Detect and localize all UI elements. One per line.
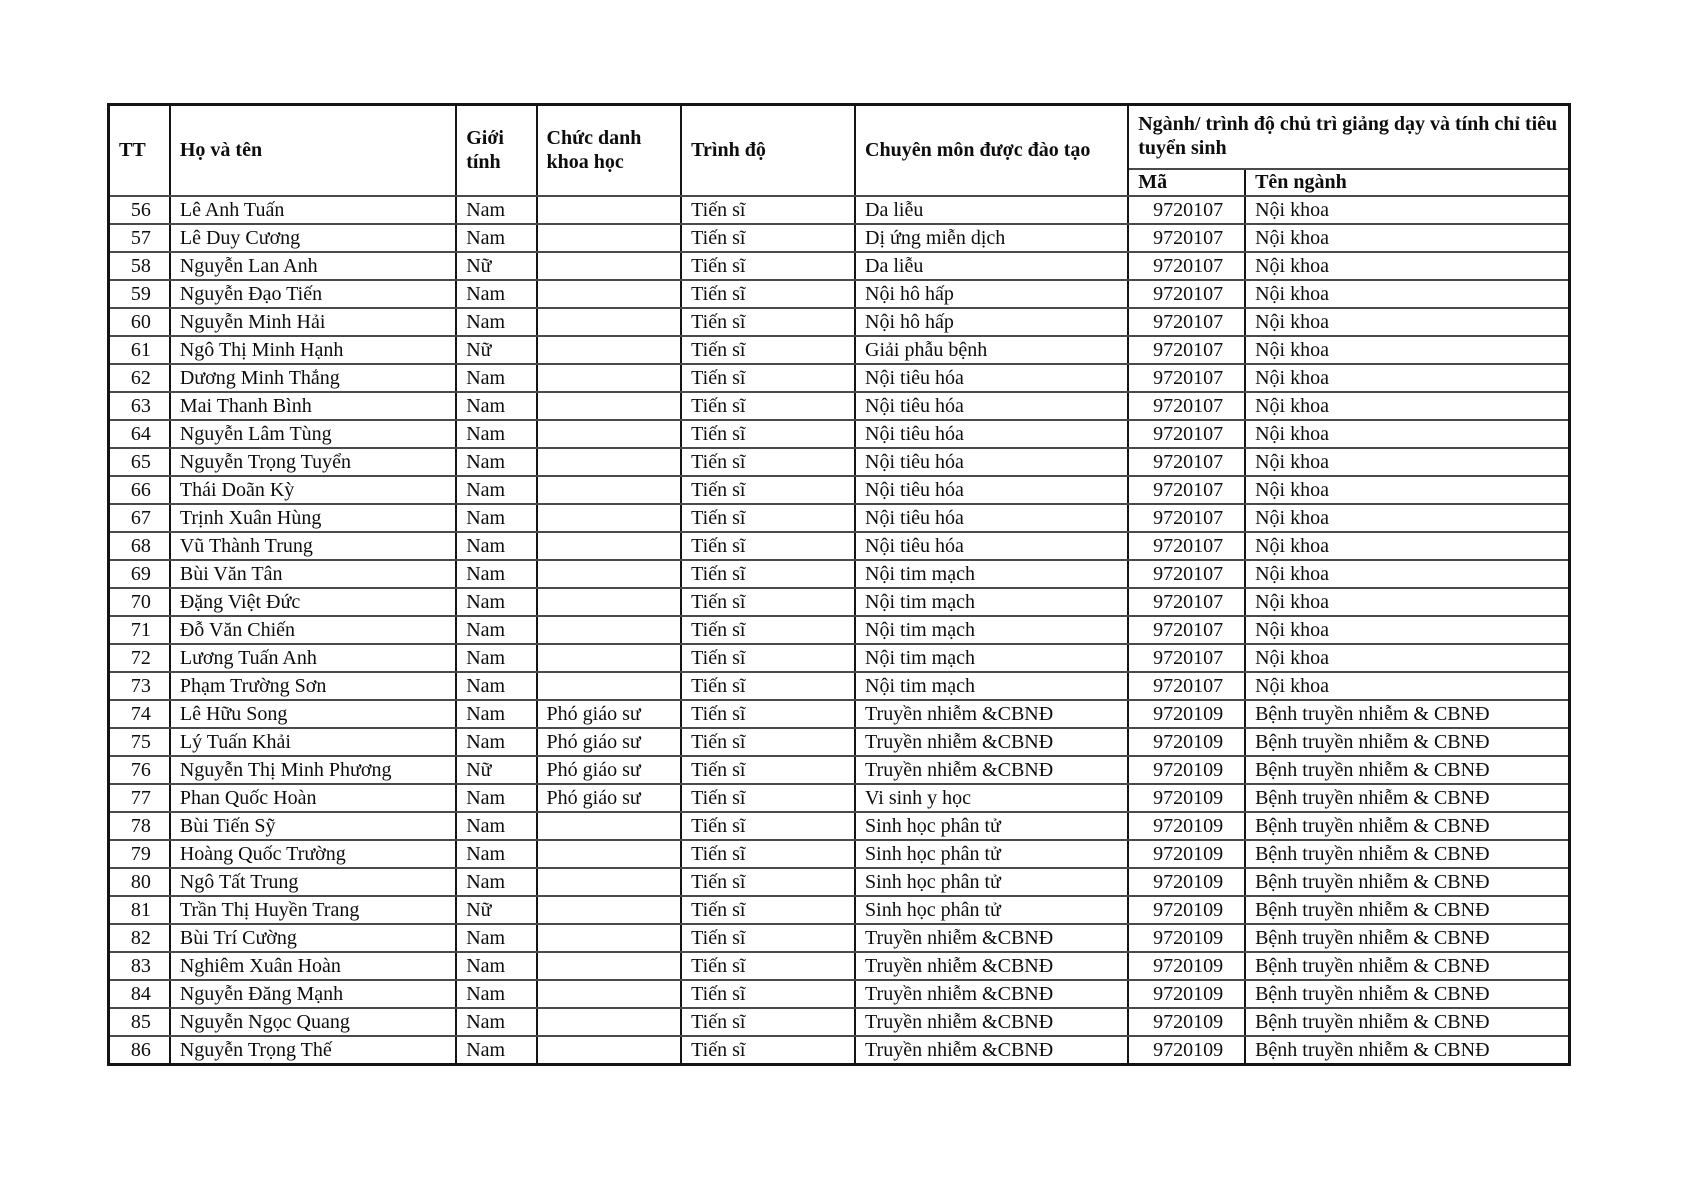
cell-academic-title [537, 644, 682, 672]
cell-name: Đỗ Văn Chiến [170, 616, 456, 644]
cell-tt: 80 [109, 868, 170, 896]
cell-specialty: Truyền nhiễm &CBNĐ [855, 700, 1128, 728]
cell-academic-title [537, 952, 682, 980]
cell-major-code: 9720109 [1128, 952, 1245, 980]
cell-specialty: Nội tim mạch [855, 644, 1128, 672]
cell-specialty: Nội tim mạch [855, 672, 1128, 700]
cell-name: Nguyễn Minh Hải [170, 308, 456, 336]
cell-specialty: Vi sinh y học [855, 784, 1128, 812]
cell-major-name: Nội khoa [1245, 196, 1569, 224]
cell-major-code: 9720107 [1128, 364, 1245, 392]
cell-academic-title [537, 588, 682, 616]
cell-gender: Nam [456, 784, 536, 812]
cell-major-name: Nội khoa [1245, 392, 1569, 420]
cell-tt: 67 [109, 504, 170, 532]
faculty-table [107, 103, 1571, 1066]
cell-specialty: Nội tiêu hóa [855, 420, 1128, 448]
cell-name: Nguyễn Lan Anh [170, 252, 456, 280]
cell-major-name: Nội khoa [1245, 224, 1569, 252]
table-row [109, 868, 1570, 896]
table-row [109, 476, 1570, 504]
cell-degree: Tiến sĩ [681, 840, 855, 868]
cell-name: Trần Thị Huyền Trang [170, 896, 456, 924]
header-cell-major-code: Mã [1128, 169, 1245, 196]
cell-major-code: 9720107 [1128, 532, 1245, 560]
table-row [109, 420, 1570, 448]
cell-major-name: Bệnh truyền nhiễm & CBNĐ [1245, 868, 1569, 896]
table-row [109, 1008, 1570, 1036]
cell-name: Lý Tuấn Khải [170, 728, 456, 756]
table-row [109, 532, 1570, 560]
cell-specialty: Nội tim mạch [855, 560, 1128, 588]
cell-major-code: 9720109 [1128, 1008, 1245, 1036]
cell-major-name: Bệnh truyền nhiễm & CBNĐ [1245, 812, 1569, 840]
cell-gender: Nữ [456, 756, 536, 784]
cell-tt: 84 [109, 980, 170, 1008]
cell-name: Phạm Trường Sơn [170, 672, 456, 700]
cell-tt: 66 [109, 476, 170, 504]
cell-major-name: Bệnh truyền nhiễm & CBNĐ [1245, 924, 1569, 952]
table-header [109, 105, 1570, 197]
cell-tt: 68 [109, 532, 170, 560]
table-row [109, 952, 1570, 980]
cell-gender: Nam [456, 532, 536, 560]
cell-specialty: Truyền nhiễm &CBNĐ [855, 728, 1128, 756]
cell-major-name: Bệnh truyền nhiễm & CBNĐ [1245, 700, 1569, 728]
cell-tt: 74 [109, 700, 170, 728]
cell-degree: Tiến sĩ [681, 1008, 855, 1036]
cell-specialty: Da liễu [855, 196, 1128, 224]
cell-major-code: 9720109 [1128, 896, 1245, 924]
cell-academic-title [537, 896, 682, 924]
cell-name: Nguyễn Lâm Tùng [170, 420, 456, 448]
cell-major-code: 9720109 [1128, 840, 1245, 868]
cell-academic-title [537, 924, 682, 952]
cell-degree: Tiến sĩ [681, 448, 855, 476]
cell-gender: Nam [456, 224, 536, 252]
cell-gender: Nam [456, 1036, 536, 1065]
cell-degree: Tiến sĩ [681, 224, 855, 252]
cell-degree: Tiến sĩ [681, 476, 855, 504]
cell-major-code: 9720107 [1128, 644, 1245, 672]
cell-tt: 77 [109, 784, 170, 812]
cell-academic-title [537, 616, 682, 644]
cell-specialty: Truyền nhiễm &CBNĐ [855, 924, 1128, 952]
cell-name: Nguyễn Trọng Thế [170, 1036, 456, 1065]
cell-degree: Tiến sĩ [681, 924, 855, 952]
cell-academic-title: Phó giáo sư [537, 784, 682, 812]
cell-gender: Nam [456, 952, 536, 980]
cell-name: Nguyễn Trọng Tuyển [170, 448, 456, 476]
table-row [109, 840, 1570, 868]
cell-academic-title [537, 812, 682, 840]
cell-academic-title [537, 840, 682, 868]
cell-specialty: Sinh học phân tử [855, 896, 1128, 924]
cell-name: Nghiêm Xuân Hoàn [170, 952, 456, 980]
cell-gender: Nam [456, 280, 536, 308]
table-row [109, 588, 1570, 616]
header-cell-major-name: Tên ngành [1245, 169, 1569, 196]
cell-major-name: Bệnh truyền nhiễm & CBNĐ [1245, 728, 1569, 756]
table-row [109, 896, 1570, 924]
cell-major-name: Nội khoa [1245, 616, 1569, 644]
cell-major-code: 9720109 [1128, 924, 1245, 952]
cell-gender: Nam [456, 392, 536, 420]
table-row [109, 560, 1570, 588]
cell-degree: Tiến sĩ [681, 364, 855, 392]
cell-major-code: 9720109 [1128, 700, 1245, 728]
cell-major-code: 9720107 [1128, 280, 1245, 308]
table-row [109, 224, 1570, 252]
cell-gender: Nam [456, 700, 536, 728]
cell-academic-title [537, 336, 682, 364]
cell-specialty: Truyền nhiễm &CBNĐ [855, 1008, 1128, 1036]
cell-specialty: Nội tiêu hóa [855, 504, 1128, 532]
cell-major-name: Bệnh truyền nhiễm & CBNĐ [1245, 1008, 1569, 1036]
cell-academic-title [537, 532, 682, 560]
cell-name: Nguyễn Ngọc Quang [170, 1008, 456, 1036]
cell-name: Lương Tuấn Anh [170, 644, 456, 672]
cell-degree: Tiến sĩ [681, 616, 855, 644]
cell-academic-title [537, 1008, 682, 1036]
cell-degree: Tiến sĩ [681, 504, 855, 532]
cell-major-name: Bệnh truyền nhiễm & CBNĐ [1245, 1036, 1569, 1065]
cell-academic-title [537, 308, 682, 336]
table-row [109, 700, 1570, 728]
cell-major-name: Nội khoa [1245, 364, 1569, 392]
table-row [109, 504, 1570, 532]
cell-specialty: Nội tim mạch [855, 588, 1128, 616]
cell-name: Nguyễn Đạo Tiến [170, 280, 456, 308]
cell-name: Phan Quốc Hoàn [170, 784, 456, 812]
cell-major-name: Bệnh truyền nhiễm & CBNĐ [1245, 784, 1569, 812]
cell-academic-title [537, 364, 682, 392]
cell-specialty: Nội tiêu hóa [855, 392, 1128, 420]
cell-tt: 82 [109, 924, 170, 952]
cell-major-name: Nội khoa [1245, 588, 1569, 616]
cell-name: Hoàng Quốc Trường [170, 840, 456, 868]
cell-major-name: Nội khoa [1245, 644, 1569, 672]
cell-tt: 76 [109, 756, 170, 784]
cell-major-name: Nội khoa [1245, 476, 1569, 504]
table-row [109, 728, 1570, 756]
cell-name: Lê Duy Cương [170, 224, 456, 252]
header-cell-gender: Giới tính [456, 105, 536, 197]
cell-gender: Nam [456, 616, 536, 644]
cell-tt: 85 [109, 1008, 170, 1036]
cell-major-code: 9720109 [1128, 784, 1245, 812]
faculty-table-container [107, 103, 1571, 1066]
table-header-row [109, 105, 1570, 170]
cell-tt: 83 [109, 952, 170, 980]
cell-gender: Nam [456, 560, 536, 588]
cell-academic-title [537, 1036, 682, 1065]
cell-major-code: 9720107 [1128, 504, 1245, 532]
cell-academic-title [537, 476, 682, 504]
cell-major-code: 9720107 [1128, 392, 1245, 420]
cell-name: Mai Thanh Bình [170, 392, 456, 420]
cell-gender: Nam [456, 1008, 536, 1036]
cell-major-code: 9720107 [1128, 448, 1245, 476]
cell-tt: 63 [109, 392, 170, 420]
cell-tt: 78 [109, 812, 170, 840]
table-row [109, 812, 1570, 840]
cell-major-name: Nội khoa [1245, 308, 1569, 336]
cell-specialty: Truyền nhiễm &CBNĐ [855, 980, 1128, 1008]
table-row [109, 392, 1570, 420]
cell-academic-title [537, 504, 682, 532]
cell-major-name: Bệnh truyền nhiễm & CBNĐ [1245, 896, 1569, 924]
cell-degree: Tiến sĩ [681, 756, 855, 784]
header-cell-tt: TT [109, 105, 170, 197]
cell-gender: Nam [456, 980, 536, 1008]
cell-tt: 58 [109, 252, 170, 280]
cell-name: Ngô Tất Trung [170, 868, 456, 896]
cell-major-name: Nội khoa [1245, 560, 1569, 588]
cell-degree: Tiến sĩ [681, 588, 855, 616]
table-row [109, 644, 1570, 672]
cell-degree: Tiến sĩ [681, 252, 855, 280]
cell-gender: Nam [456, 588, 536, 616]
cell-specialty: Truyền nhiễm &CBNĐ [855, 756, 1128, 784]
cell-tt: 59 [109, 280, 170, 308]
cell-gender: Nam [456, 420, 536, 448]
cell-major-code: 9720107 [1128, 252, 1245, 280]
cell-specialty: Nội tiêu hóa [855, 364, 1128, 392]
cell-name: Đặng Việt Đức [170, 588, 456, 616]
cell-tt: 71 [109, 616, 170, 644]
cell-major-code: 9720107 [1128, 616, 1245, 644]
cell-specialty: Sinh học phân tử [855, 868, 1128, 896]
cell-degree: Tiến sĩ [681, 700, 855, 728]
cell-major-name: Bệnh truyền nhiễm & CBNĐ [1245, 840, 1569, 868]
cell-tt: 75 [109, 728, 170, 756]
cell-gender: Nam [456, 924, 536, 952]
cell-major-name: Nội khoa [1245, 336, 1569, 364]
cell-name: Vũ Thành Trung [170, 532, 456, 560]
cell-tt: 73 [109, 672, 170, 700]
cell-gender: Nam [456, 644, 536, 672]
cell-major-code: 9720107 [1128, 672, 1245, 700]
header-cell-name: Họ và tên [170, 105, 456, 197]
cell-major-code: 9720109 [1128, 868, 1245, 896]
cell-major-code: 9720109 [1128, 980, 1245, 1008]
cell-specialty: Sinh học phân tử [855, 812, 1128, 840]
cell-major-name: Bệnh truyền nhiễm & CBNĐ [1245, 980, 1569, 1008]
cell-gender: Nam [456, 728, 536, 756]
cell-specialty: Truyền nhiễm &CBNĐ [855, 952, 1128, 980]
cell-degree: Tiến sĩ [681, 896, 855, 924]
cell-degree: Tiến sĩ [681, 336, 855, 364]
cell-gender: Nam [456, 840, 536, 868]
cell-degree: Tiến sĩ [681, 952, 855, 980]
cell-major-code: 9720107 [1128, 196, 1245, 224]
cell-name: Lê Anh Tuấn [170, 196, 456, 224]
header-cell-major-group: Ngành/ trình độ chủ trì giảng dạy và tính chỉ tiêu tuyển sinh [1128, 105, 1569, 170]
table-row [109, 616, 1570, 644]
cell-specialty: Nội tiêu hóa [855, 532, 1128, 560]
cell-degree: Tiến sĩ [681, 280, 855, 308]
table-row [109, 784, 1570, 812]
cell-specialty: Sinh học phân tử [855, 840, 1128, 868]
cell-name: Bùi Văn Tân [170, 560, 456, 588]
cell-academic-title [537, 560, 682, 588]
header-cell-academic-title: Chức danh khoa học [537, 105, 682, 197]
cell-academic-title [537, 252, 682, 280]
cell-tt: 69 [109, 560, 170, 588]
cell-tt: 86 [109, 1036, 170, 1065]
cell-tt: 64 [109, 420, 170, 448]
cell-degree: Tiến sĩ [681, 980, 855, 1008]
cell-name: Thái Doãn Kỳ [170, 476, 456, 504]
cell-gender: Nam [456, 308, 536, 336]
cell-degree: Tiến sĩ [681, 784, 855, 812]
cell-gender: Nữ [456, 252, 536, 280]
cell-gender: Nam [456, 196, 536, 224]
cell-gender: Nam [456, 476, 536, 504]
cell-major-code: 9720107 [1128, 560, 1245, 588]
cell-major-name: Nội khoa [1245, 448, 1569, 476]
cell-major-code: 9720107 [1128, 308, 1245, 336]
cell-tt: 61 [109, 336, 170, 364]
cell-academic-title [537, 280, 682, 308]
cell-major-name: Bệnh truyền nhiễm & CBNĐ [1245, 756, 1569, 784]
table-row [109, 924, 1570, 952]
cell-specialty: Giải phẫu bệnh [855, 336, 1128, 364]
cell-major-code: 9720107 [1128, 476, 1245, 504]
cell-degree: Tiến sĩ [681, 196, 855, 224]
cell-major-code: 9720109 [1128, 812, 1245, 840]
cell-major-name: Nội khoa [1245, 252, 1569, 280]
cell-tt: 56 [109, 196, 170, 224]
cell-tt: 81 [109, 896, 170, 924]
cell-academic-title: Phó giáo sư [537, 700, 682, 728]
cell-specialty: Nội tiêu hóa [855, 448, 1128, 476]
table-row [109, 364, 1570, 392]
cell-major-code: 9720107 [1128, 588, 1245, 616]
table-row [109, 336, 1570, 364]
header-cell-specialty: Chuyên môn được đào tạo [855, 105, 1128, 197]
cell-tt: 57 [109, 224, 170, 252]
cell-academic-title [537, 420, 682, 448]
table-row [109, 448, 1570, 476]
cell-academic-title [537, 392, 682, 420]
cell-academic-title [537, 196, 682, 224]
cell-gender: Nam [456, 364, 536, 392]
cell-academic-title [537, 672, 682, 700]
cell-gender: Nam [456, 868, 536, 896]
cell-gender: Nam [456, 504, 536, 532]
cell-tt: 70 [109, 588, 170, 616]
cell-major-name: Nội khoa [1245, 280, 1569, 308]
cell-specialty: Nội hô hấp [855, 280, 1128, 308]
cell-major-name: Nội khoa [1245, 504, 1569, 532]
cell-name: Nguyễn Thị Minh Phương [170, 756, 456, 784]
cell-gender: Nữ [456, 336, 536, 364]
cell-specialty: Da liễu [855, 252, 1128, 280]
cell-tt: 62 [109, 364, 170, 392]
cell-major-code: 9720109 [1128, 728, 1245, 756]
cell-major-code: 9720109 [1128, 1036, 1245, 1065]
cell-name: Bùi Tiến Sỹ [170, 812, 456, 840]
table-row [109, 980, 1570, 1008]
cell-gender: Nam [456, 672, 536, 700]
cell-gender: Nữ [456, 896, 536, 924]
cell-specialty: Nội hô hấp [855, 308, 1128, 336]
cell-gender: Nam [456, 812, 536, 840]
cell-academic-title [537, 224, 682, 252]
cell-degree: Tiến sĩ [681, 560, 855, 588]
cell-major-name: Bệnh truyền nhiễm & CBNĐ [1245, 952, 1569, 980]
cell-major-name: Nội khoa [1245, 532, 1569, 560]
cell-name: Dương Minh Thắng [170, 364, 456, 392]
cell-academic-title [537, 448, 682, 476]
table-row [109, 308, 1570, 336]
cell-specialty: Nội tim mạch [855, 616, 1128, 644]
cell-degree: Tiến sĩ [681, 420, 855, 448]
cell-academic-title: Phó giáo sư [537, 728, 682, 756]
cell-degree: Tiến sĩ [681, 392, 855, 420]
cell-degree: Tiến sĩ [681, 728, 855, 756]
cell-gender: Nam [456, 448, 536, 476]
cell-degree: Tiến sĩ [681, 868, 855, 896]
cell-academic-title: Phó giáo sư [537, 756, 682, 784]
cell-name: Nguyễn Đăng Mạnh [170, 980, 456, 1008]
table-row [109, 280, 1570, 308]
cell-major-code: 9720107 [1128, 420, 1245, 448]
cell-degree: Tiến sĩ [681, 644, 855, 672]
cell-degree: Tiến sĩ [681, 672, 855, 700]
cell-academic-title [537, 980, 682, 1008]
cell-name: Trịnh Xuân Hùng [170, 504, 456, 532]
cell-name: Lê Hữu Song [170, 700, 456, 728]
cell-specialty: Dị ứng miễn dịch [855, 224, 1128, 252]
cell-major-code: 9720107 [1128, 336, 1245, 364]
cell-major-code: 9720109 [1128, 756, 1245, 784]
cell-major-code: 9720107 [1128, 224, 1245, 252]
cell-degree: Tiến sĩ [681, 532, 855, 560]
table-row [109, 756, 1570, 784]
table-row [109, 252, 1570, 280]
cell-major-name: Nội khoa [1245, 420, 1569, 448]
table-row [109, 196, 1570, 224]
cell-specialty: Nội tiêu hóa [855, 476, 1128, 504]
cell-tt: 60 [109, 308, 170, 336]
cell-degree: Tiến sĩ [681, 812, 855, 840]
cell-tt: 65 [109, 448, 170, 476]
cell-name: Ngô Thị Minh Hạnh [170, 336, 456, 364]
header-cell-degree: Trình độ [681, 105, 855, 197]
table-body [109, 196, 1570, 1065]
table-row [109, 1036, 1570, 1065]
cell-tt: 79 [109, 840, 170, 868]
table-row [109, 672, 1570, 700]
cell-degree: Tiến sĩ [681, 1036, 855, 1065]
cell-academic-title [537, 868, 682, 896]
cell-tt: 72 [109, 644, 170, 672]
cell-name: Bùi Trí Cường [170, 924, 456, 952]
cell-specialty: Truyền nhiễm &CBNĐ [855, 1036, 1128, 1065]
cell-major-name: Nội khoa [1245, 672, 1569, 700]
cell-degree: Tiến sĩ [681, 308, 855, 336]
